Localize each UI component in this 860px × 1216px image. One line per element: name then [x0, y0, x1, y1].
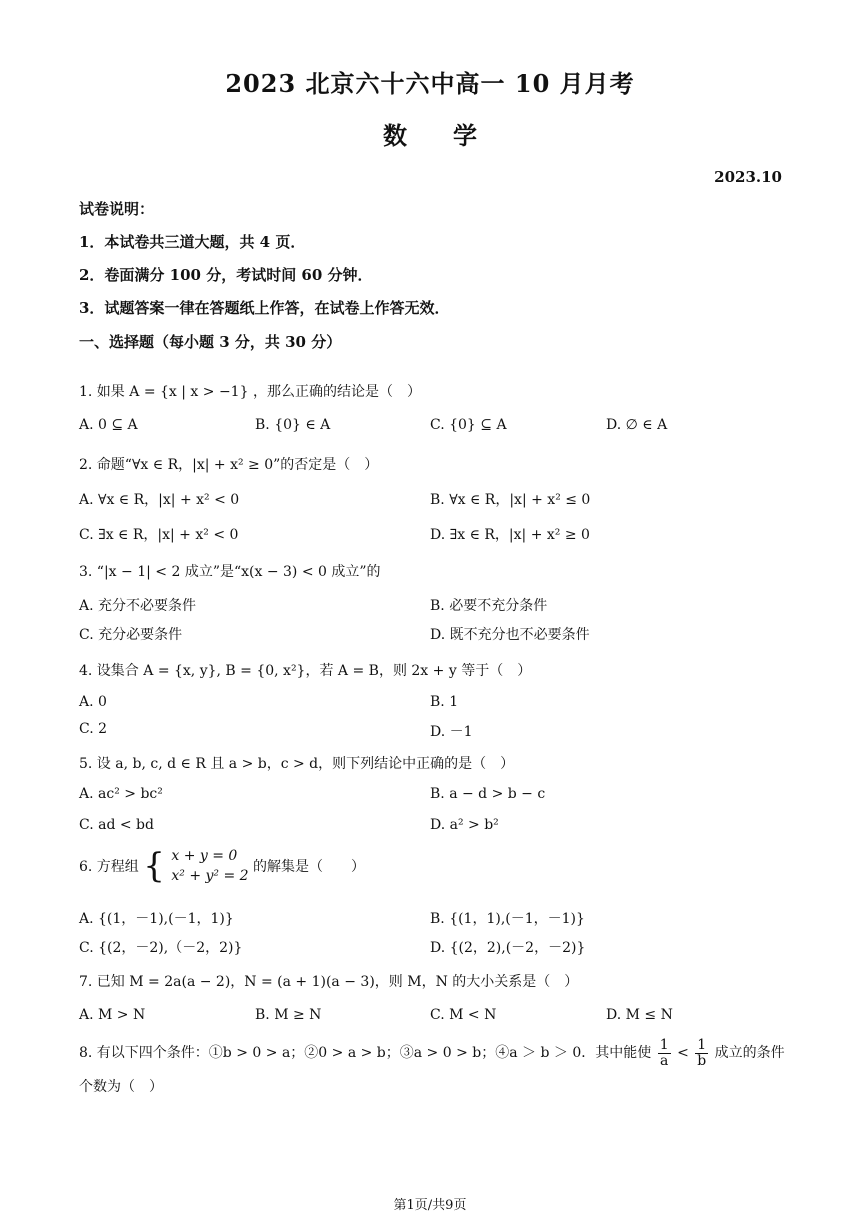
question-8-suffix: 成立的条件个数为（ ） — [79, 1045, 785, 1095]
option-a: A. {(1，－1),(－1，1)} — [79, 911, 234, 927]
question-4: 4. 设集合 A = {x, y}, B = {0, x²}，若 A = B，则 2x + y 等于（ ） — [79, 663, 532, 679]
section-heading: 一、选择题（每小题 3 分，共 30 分） — [79, 333, 342, 351]
option-c: C. {(2，－2),（－2，2)} — [79, 940, 243, 956]
option-c: C. ad < bd — [79, 817, 154, 833]
instructions-heading: 试卷说明： — [79, 200, 155, 218]
exam-title: 2023 北京六十六中高一 10 月月考 — [225, 69, 635, 98]
question-6-prefix: 6. 方程组 — [79, 859, 139, 875]
option-d: D. 既不充分也不必要条件 — [430, 627, 590, 643]
option-c: C. 2 — [79, 721, 108, 737]
fraction-one-over-b — [695, 1038, 708, 1069]
option-d: D. －1 — [430, 724, 473, 740]
option-a: A. ∀x ∈ R，|x| + x² < 0 — [79, 492, 240, 508]
question-1: 1. 如果 A = {x | x > −1} ，那么正确的结论是（ ） — [79, 384, 421, 400]
question-6 — [79, 846, 365, 886]
option-a: A. ac² > bc² — [79, 786, 163, 802]
option-b: B. 1 — [430, 694, 459, 710]
question-3: 3. “|x − 1| < 2 成立”是“x(x − 3) < 0 成立”的 — [79, 564, 381, 580]
option-d: D. ∃x ∈ R，|x| + x² ≥ 0 — [430, 527, 590, 543]
question-8-prefix: 8. 有以下四个条件：①b > 0 > a；②0 > a > b；③a > 0 > b；④a ＞ b ＞ 0．其中能使 — [79, 1045, 652, 1061]
question-7: 7. 已知 M = 2a(a − 2)，N = (a + 1)(a − 3)，则 M，N 的大小关系是（ ） — [79, 974, 579, 990]
option-b: B. 必要不充分条件 — [430, 598, 548, 614]
option-d: D. ∅ ∈ A — [606, 417, 668, 433]
option-c: C. 充分必要条件 — [79, 627, 183, 643]
option-c: C. {0} ⊆ A — [430, 417, 507, 433]
instruction-item: 3．试题答案一律在答题纸上作答，在试卷上作答无效． — [79, 299, 450, 317]
instructions — [79, 199, 449, 331]
option-d: D. a² > b² — [430, 817, 499, 833]
question-5: 5. 设 a, b, c, d ∈ R 且 a > b，c > d，则下列结论中正确的是（ ） — [79, 756, 515, 772]
instruction-item: 2．卷面满分 100 分，考试时间 60 分钟． — [79, 266, 373, 284]
page-footer: 第1页/共9页 — [393, 1198, 467, 1213]
fraction-one-over-a — [658, 1038, 671, 1069]
option-a: A. 0 ⊆ A — [79, 417, 138, 433]
question-2: 2. 命题“∀x ∈ R，|x| + x² ≥ 0”的否定是（ ） — [79, 457, 379, 473]
fraction-numerator: 1 — [697, 1036, 707, 1053]
option-a: A. 0 — [79, 694, 107, 710]
fraction-denominator: a — [660, 1052, 669, 1069]
brace-symbol: { — [143, 846, 165, 886]
question-6-suffix: 的解集是（ ） — [253, 859, 366, 875]
fraction-denominator: b — [697, 1052, 707, 1069]
option-b: B. {0} ∈ A — [255, 417, 331, 433]
option-b: B. {(1，1),(－1，－1)} — [430, 911, 585, 927]
option-d: D. {(2，2),(－2，－2)} — [430, 940, 586, 956]
instruction-item: 1．本试卷共三道大题，共 4 页． — [79, 233, 306, 251]
equation-1: x + y = 0 — [171, 848, 238, 864]
fraction-numerator: 1 — [659, 1036, 669, 1053]
option-b: B. a − d > b − c — [430, 786, 546, 802]
equation-2: x² + y² = 2 — [171, 868, 249, 884]
subject-title: 数学 — [383, 121, 523, 150]
option-a: A. 充分不必要条件 — [79, 598, 197, 614]
option-d: D. M ≤ N — [606, 1007, 673, 1023]
option-a: A. M > N — [79, 1007, 146, 1023]
option-b: B. ∀x ∈ R，|x| + x² ≤ 0 — [430, 492, 591, 508]
exam-date: 2023.10 — [714, 168, 782, 186]
equation-system — [171, 846, 248, 886]
question-8 — [79, 1036, 789, 1104]
option-c: C. ∃x ∈ R，|x| + x² < 0 — [79, 527, 239, 543]
option-c: C. M < N — [430, 1007, 497, 1023]
option-b: B. M ≥ N — [255, 1007, 322, 1023]
less-than-symbol: < — [677, 1045, 689, 1061]
